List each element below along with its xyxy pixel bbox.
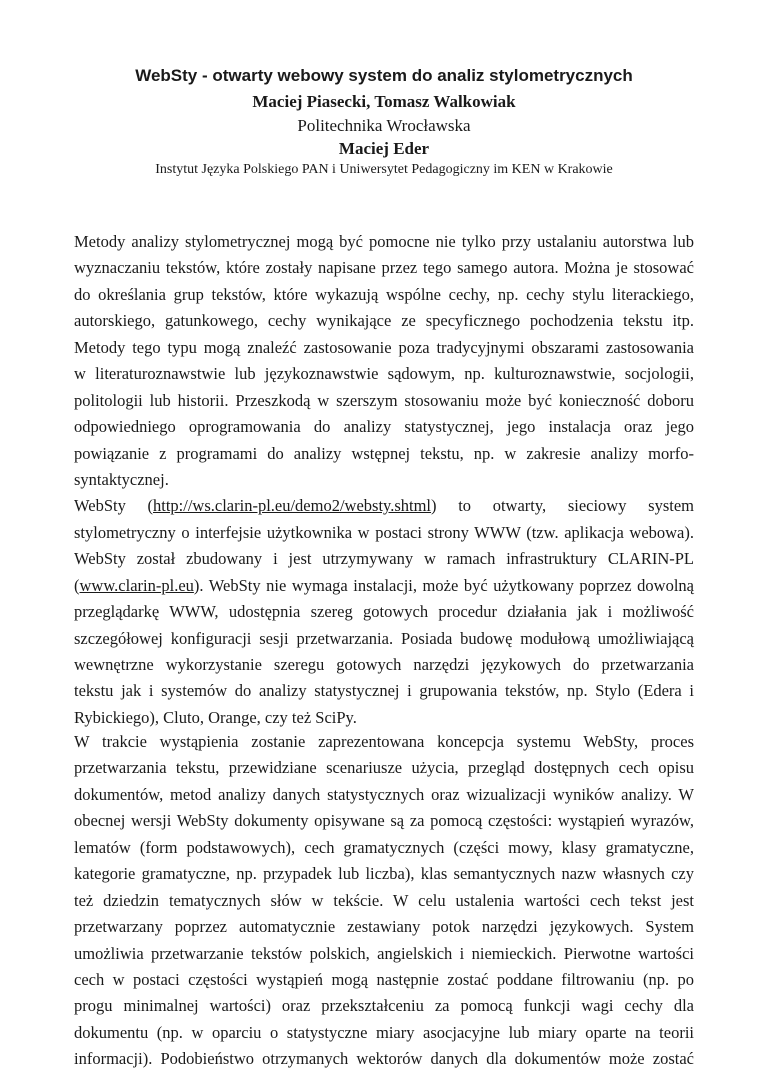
text-line-with-url bbox=[74, 573, 694, 599]
text-line: wewnętrzne wykorzystanie szeregu gotowych narzędzi językowych do przetwarzania bbox=[74, 655, 694, 674]
text-line: umożliwia przetwarzanie tekstów polskich, angielskich i niemieckich. Pierwotne wartości bbox=[74, 943, 694, 963]
text-line: kategorie gramatyczne, np. przypadek lub liczba), klas semantycznych nazw własnych czy bbox=[74, 864, 694, 884]
text-line: przetwarzany poprzez automatycznie zestawiany potok narzędzi językowych. System bbox=[74, 917, 694, 937]
text-line: autorskiego, gatunkowego, cechy wynikające ze specyficznego pochodzenia tekstu itp. bbox=[74, 311, 694, 331]
text-line: w literaturoznawstwie lub językoznawstwie sądowym, np. kulturoznawstwie, socjologii, bbox=[74, 364, 694, 384]
text-line: politologii lub historii. Przeszkodą w szerszym stosowaniu może być konieczność doboru bbox=[74, 390, 694, 410]
paragraph-2 bbox=[74, 729, 694, 1073]
text-line: też dziedzin tematycznych słów w tekście. W celu ustalenia wartości cech tekst jest bbox=[74, 890, 694, 910]
text-line: Metody tego typu mogą znaleźć zastosowanie poza tradycyjnymi obszarami zastosowania bbox=[74, 337, 694, 357]
text-line: do określania grup tekstów, które wykazują wspólne cechy, np. cechy stylu literackiego, bbox=[74, 284, 694, 304]
text-line: WebSty został zbudowany i jest utrzymywany w ramach infrastruktury CLARIN-PL bbox=[74, 549, 694, 569]
paragraph-1 bbox=[74, 229, 694, 731]
text-line: Rybickiego), Cluto, Orange, czy też SciPy. bbox=[74, 707, 357, 727]
text-line: dokumentu (np. w oparciu o statystyczne miary asocjacyjne lub miary oparte na teorii bbox=[74, 1022, 694, 1042]
text-line: szczegółowej konfiguracji sesji przetwarzania. Posiada budowę modułową umożliwiającą bbox=[74, 628, 694, 648]
text-line: przeglądarkę WWW, udostępnia szereg gotowych procedur działania jak i możliwość bbox=[74, 602, 694, 622]
clarin-link[interactable]: www.clarin-pl.eu bbox=[79, 575, 194, 595]
text-line: Metody analizy stylometrycznej mogą być pomocne nie tylko przy ustalaniu autorstwa lub bbox=[74, 232, 694, 251]
text-line: wyznaczaniu tekstów, które zostały napisane przez tego samego autora. Można je stosować bbox=[74, 258, 694, 278]
document-title: WebSty - otwarty webowy system do analiz stylometrycznych bbox=[135, 66, 633, 85]
text-line: W trakcie wystąpienia zostanie zaprezentowana koncepcja systemu WebSty, proces bbox=[74, 732, 694, 751]
text-line: lematów (form podstawowych), cech gramatycznych (części mowy, klasy gramatyczne, bbox=[74, 837, 694, 857]
text-line: obecnej wersji WebSty dokumenty opisywane są za pomocą częstości: wystąpień wyrazów, bbox=[74, 811, 694, 831]
text-line: progu minimalnej wartości) oraz przekształceniu za pomocą funkcji wagi cechy dla bbox=[74, 996, 694, 1016]
text-line: powiązanie z programami do analizy wstępnej tekstu, np. w zakresie analizy morfo- bbox=[74, 443, 694, 463]
institution: Instytut Języka Polskiego PAN i Uniwersytet Pedagogiczny im KEN w Krakowie bbox=[155, 162, 613, 177]
text-segment: ). WebSty nie wymaga instalacji, może być użytkowany poprzez dowolną bbox=[193, 575, 694, 595]
text-line: odpowiedniego oprogramowania do analizy statystycznej, jego instalacja oraz jego bbox=[74, 417, 694, 437]
text-line: dokumentów, metod analizy danych statystycznych oraz wizualizacji wyników analizy. W bbox=[74, 784, 694, 804]
text-line: syntaktycznej. bbox=[74, 469, 169, 489]
text-line: przetwarzania tekstu, przewidziane scenariusze użycia, przegląd dostępnych cech opisu bbox=[74, 758, 694, 778]
second-author: Maciej Eder bbox=[338, 139, 430, 158]
text-segment: ( bbox=[74, 575, 80, 595]
text-line: tekstu jak i systemów do analizy statystycznej i grupowania tekstów, np. Stylo (Edera i bbox=[74, 681, 694, 701]
text-line: informacji). Podobieństwo otrzymanych wektorów danych dla dokumentów może zostać bbox=[74, 1049, 694, 1069]
authors: Maciej Piasecki, Tomasz Walkowiak bbox=[252, 92, 516, 111]
text-line: stylometryczny o interfejsie użytkownika w postaci strony WWW (tzw. aplikacja webowa). bbox=[74, 522, 694, 542]
websty-link[interactable]: http://ws.clarin-pl.eu/demo2/websty.shtml bbox=[153, 496, 432, 516]
affiliation: Politechnika Wrocławska bbox=[297, 116, 471, 135]
text-line-with-url bbox=[74, 493, 694, 519]
text-line: cech w postaci częstości wystąpień mogą następnie zostać poddane filtrowaniu (np. po bbox=[74, 969, 694, 989]
text-segment: WebSty ( bbox=[74, 496, 153, 516]
text-segment: ) to otwarty, sieciowy system bbox=[431, 496, 694, 516]
